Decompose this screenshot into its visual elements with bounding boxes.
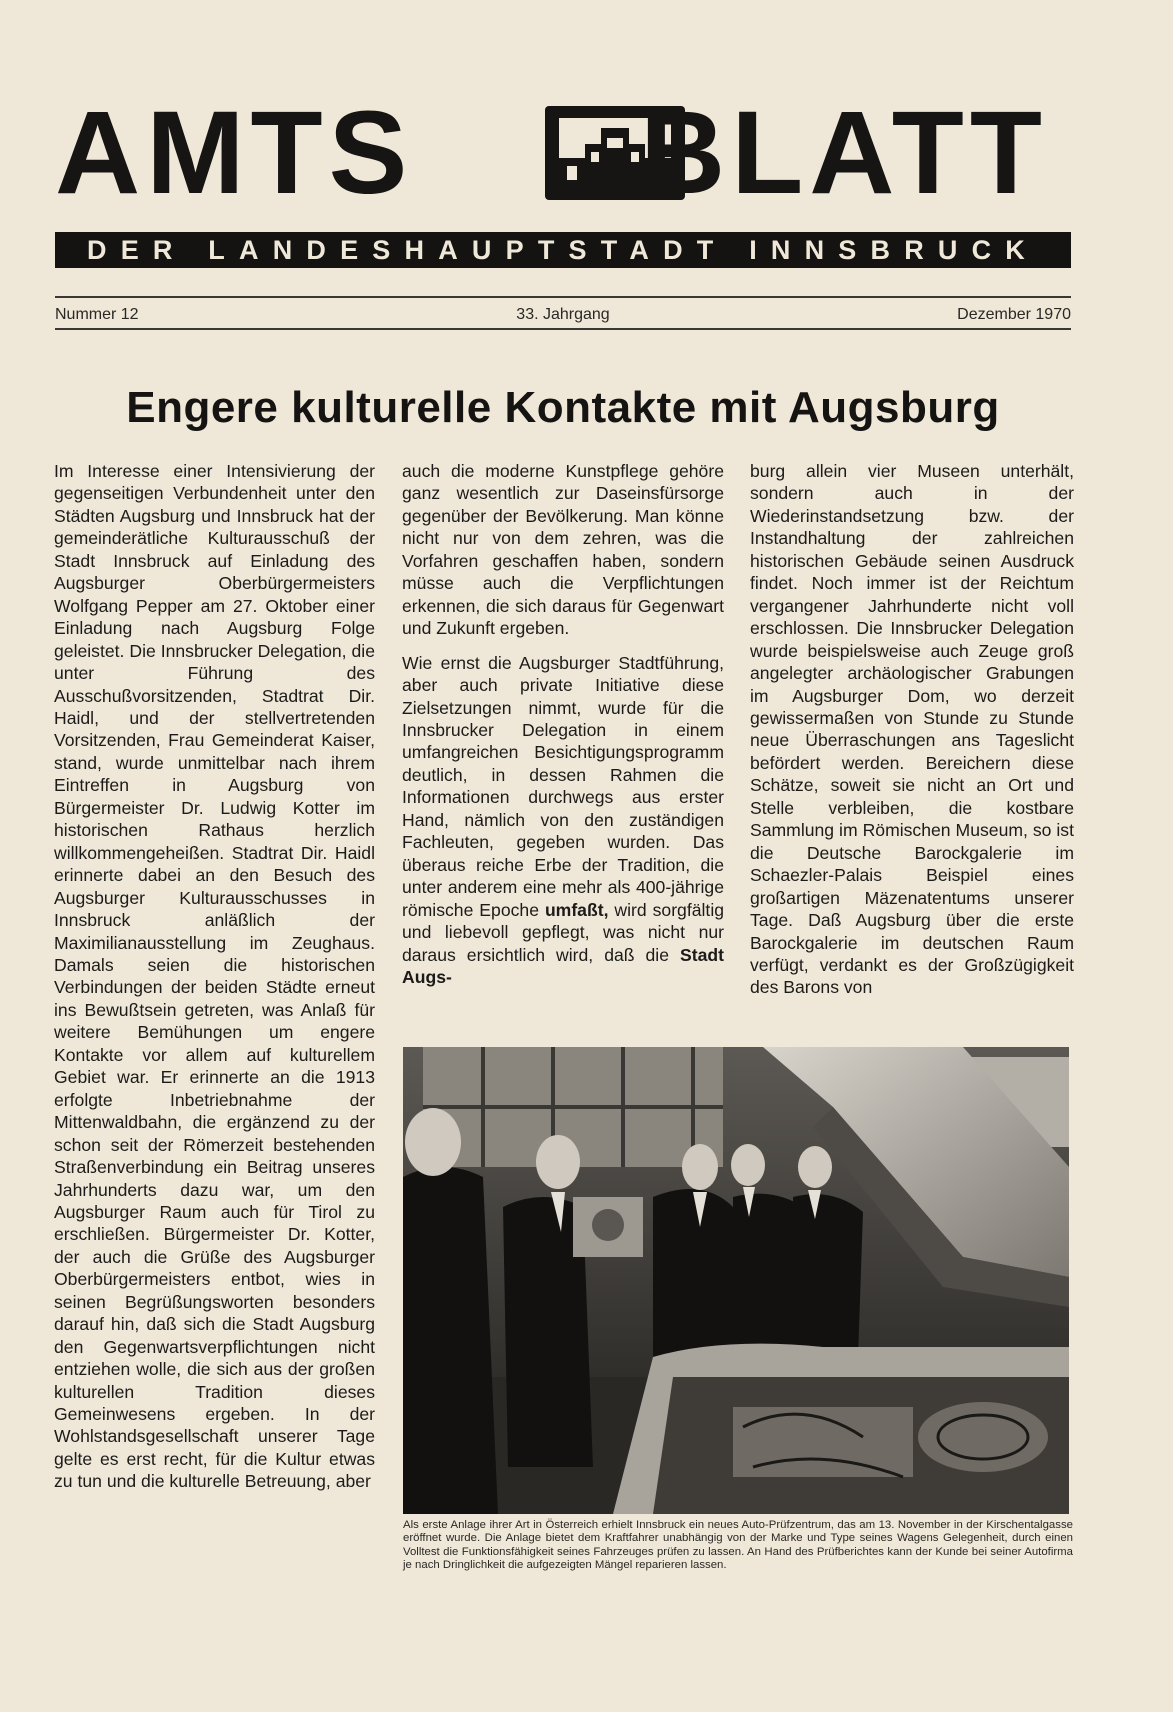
column-3-text: burg allein vier Museen unterhält, sondern auch in der Wiederinstandsetzung bzw. der Instandhaltung der zahlreichen historischen Gebäude seinen Ausdruck findet. Noch immer ist der Reichtum vergangener Jahrhunderte nicht voll erschlossen. Die Innsbrucker Delegation wurde beispielsweise auch Zeuge groß angelegter archäologischer Grabungen im Augsburger Dom, wo derzeit gewissermaßen von Stunde zu Stunde neue Überraschungen ans Tageslicht befördert werden. Bereichern diese Schätze, soweit sie nicht an Ort und Stelle verbleiben, die kostbare Sammlung im Römischen Museum, so ist die Deutsche Barockgalerie im Schaezler-Palais Beispiel eines großartigen Mäzenatentums unserer Tage. Daß Augsburg über die erste Barockgalerie im deutschen Raum verfügt, verdankt es der Großzügigkeit des Barons von <box>750 461 1074 998</box>
issue-date: Dezember 1970 <box>957 306 1071 323</box>
issue-volume: 33. Jahrgang <box>516 306 610 323</box>
issue-line <box>55 304 1071 326</box>
photo-illustration <box>403 1047 1069 1514</box>
column-2-paragraph-2-text-cont: wird sorgfältig und liebevoll gepflegt, was nicht nur daraus ersichtlich wird, daß die <box>402 899 725 965</box>
column-2-bold-stadt: Stadt Augs- <box>402 944 724 987</box>
column-2-paragraph-1: auch die moderne Kunstpflege gehöre ganz wesentlich zur Daseinsfürsorge gegenüber der Bevölkerung. Man könne nicht nur von dem zehren, was die Vorfahren geschaffen haben, sondern müsse auch die Verpflichtungen erkennen, die sich daraus für Gegenwart und Zukunft ergeben. <box>402 461 724 639</box>
masthead-subtitle: DER LANDESHAUPTSTADT INNSBRUCK <box>55 232 1071 268</box>
column-2-paragraph-2 <box>402 652 724 989</box>
rule-top <box>55 296 1071 298</box>
article-column-2 <box>402 460 724 988</box>
rule-bottom <box>55 328 1071 330</box>
masthead <box>55 87 1071 219</box>
masthead-title-right: BLATT <box>640 87 1048 219</box>
column-2-bold-umfasst: umfaßt, <box>544 899 609 920</box>
photo-caption: Als erste Anlage ihrer Art in Österreich erhielt Innsbruck ein neues Auto-Prüfzentrum, das am 13. November in der Kirschentalgasse eröffnet wurde. Die Anlage bietet dem Kraftfahrer unabhängig von der Marke und Type seines Wagens Gelegenheit, durch einen Volltest die Funktionsfähigkeit seines Fahrzeuges prüfen zu lassen. An Hand des Prüfberichtes kann der Kunde bei seiner Autofirma je nach Dringlichkeit die aufgezeigten Mängel reparieren lassen. <box>403 1519 1073 1572</box>
column-1-text: Im Interesse einer Intensivierung der gegenseitigen Verbundenheit unter den Städten Augsburg und Innsbruck hat der gemeinderätliche Kulturausschuß der Stadt Innsbruck auf Einladung des Augsburger Oberbürgermeisters Wolfgang Pepper am 27. Oktober einer Einladung nach Augsburg Folge geleistet. Die Innsbrucker Delegation, die unter Führung des Ausschußvorsitzenden, Stadtrat Dir. Haidl, und der stellvertretenden Vorsitzenden, Frau Gemeinderat Kaiser, stand, wurde unmittelbar nach ihrem Eintreffen in Augsburg von Bürgermeister Dr. Ludwig Kotter im historischen Rathaus herzlich willkommengeheißen. Stadtrat Dir. Haidl erinnerte dabei an den Besuch des Augsburger Kulturausschusses in Innsbruck anläßlich der Maximilianausstellung im Zeughaus. Damals seien die historischen Verbindungen der beiden Städte erneut ins Bewußtsein getreten, was Anlaß für weitere Bemühungen um engere Kontakte vor allem auf kulturellem Gebiet war. Er erinnerte an die 1913 erfolgte Inbetriebnahme der Mittenwaldbahn, die ergänzend zu der schon seit der Römerzeit bestehenden Straßenverbindung ein Beitrag unseres Jahrhunderts dazu war, um den Augsburger Raum auch für Tirol zu erschließen. Bürgermeister Dr. Kotter, der auch die Grüße des Augsburger Oberbürgermeisters entbot, wies in seinen Begrüßungsworten besonders darauf hin, daß sich die Stadt Augsburg den Gegenwartsverpflichtungen nicht entziehen wolle, die sich aus der großen kulturellen Tradition dieses Gemeinwesens ergeben. In der Wohlstandsgesellschaft unserer Tage gelte es erst recht, für die Kultur etwas zu tun und die kulturelle Betreuung, aber <box>54 461 375 1492</box>
headline: Engere kulturelle Kontakte mit Augsburg <box>126 383 1000 432</box>
article-column-1 <box>54 460 375 1493</box>
masthead-title-left: AMTS <box>55 87 414 219</box>
article-column-3 <box>750 460 1074 999</box>
photo-men-inspecting-car-engine <box>403 1047 1069 1514</box>
issue-number: Nummer 12 <box>55 306 139 323</box>
column-2-paragraph-2-text: Wie ernst die Augsburger Stadtführung, aber auch private Initiative diese Zielsetzungen nimmt, wurde für die Innsbrucker Delegation in einem umfangreichen Besichtigungsprogramm deutlich, in dessen Rahmen die Informationen durchwegs aus erster Hand, nämlich von den zuständigen Fachleuten, gegeben wurden. Das überaus reiche Erbe der Tradition, die unter anderem eine mehr als 400-jährige römische Epoche <box>402 652 724 920</box>
